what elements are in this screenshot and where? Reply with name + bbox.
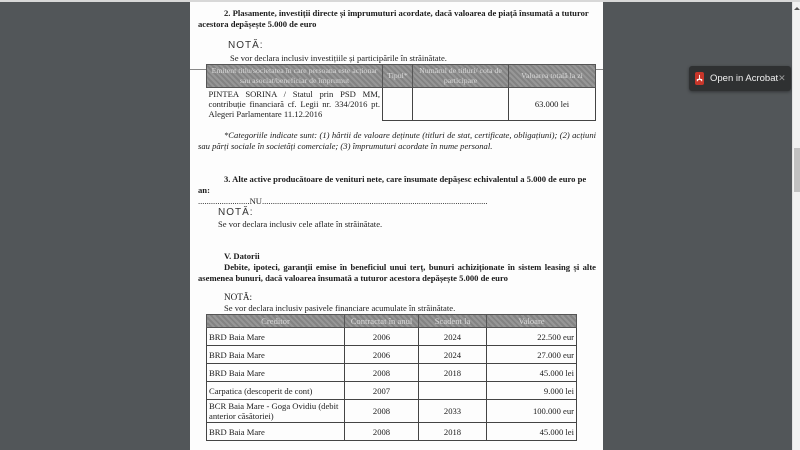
cell-creditor: BRD Baia Mare bbox=[207, 328, 345, 346]
section-5-nota-text: Se vor declara inclusiv pasivele financiare acumulate în străinătate. bbox=[224, 303, 456, 313]
cell-scadent: 2018 bbox=[419, 364, 487, 382]
section-3-answer: ........................NU......................................................................................................... bbox=[198, 196, 488, 206]
cell-creditor: Carpatica (descoperit de cont) bbox=[207, 382, 345, 400]
investments-table-header bbox=[207, 65, 596, 88]
table-row bbox=[207, 88, 596, 121]
col-creditor: Creditor bbox=[207, 315, 345, 328]
col-scadent: Scadent la bbox=[419, 315, 487, 328]
section-2-nota-text: Se vor declara inclusiv investițiile și participările în străinătate. bbox=[230, 53, 447, 63]
scrollbar-thumb[interactable] bbox=[794, 148, 800, 192]
section-2-nota-label: NOTĂ: bbox=[228, 40, 264, 51]
section-3-nota-text: Se vor declara inclusiv cele aflate în străinătate. bbox=[218, 219, 383, 229]
cell-valoare: 45.000 lei bbox=[487, 364, 577, 382]
section-3-heading: 3. Alte active producătoare de venituri nete, care însumate depășesc echivalentul a 5.000 de euro pe an: bbox=[198, 174, 587, 195]
cell-scadent: 2024 bbox=[419, 328, 487, 346]
cell-creditor: BRD Baia Mare bbox=[207, 423, 345, 441]
cell-contractat: 2006 bbox=[345, 328, 419, 346]
cell-contractat: 2006 bbox=[345, 346, 419, 364]
cell-emitent: PINTEA SORINA / Statul prin PSD MM, contribuție financiară cf. Legii nr. 334/2016 pt. Alegeri Parlamentare 11.12.2016 bbox=[207, 88, 383, 121]
table-row bbox=[207, 400, 577, 423]
cell-valoare: 100.000 eur bbox=[487, 400, 577, 423]
section-2-footnote: *Categoriile indicate sunt: (1) hârtii de valoare deținute (titluri de stat, certificate, obligațiuni); (2) acțiuni sau părți sociale în societăți comerciale; (3) împrumuturi acordate în nume personal. bbox=[198, 130, 596, 151]
table-row bbox=[207, 382, 577, 400]
investments-table bbox=[206, 64, 596, 121]
cell-scadent bbox=[419, 382, 487, 400]
col-tipul: Tipul* bbox=[383, 65, 413, 88]
col-numar: Numărul de titluri/ cota de participare bbox=[413, 65, 509, 88]
table-row bbox=[207, 328, 577, 346]
debts-table-header bbox=[207, 315, 577, 328]
cell-contractat: 2007 bbox=[345, 382, 419, 400]
col-valoare: Valoarea totală la zi bbox=[509, 65, 596, 88]
section-3-nota-label: NOTĂ: bbox=[218, 207, 254, 218]
open-in-acrobat-button[interactable]: Open in Acrobat bbox=[710, 73, 779, 84]
open-in-acrobat-toast bbox=[689, 66, 791, 91]
cell-valoare: 27.000 eur bbox=[487, 346, 577, 364]
col-valoare: Valoare bbox=[487, 315, 577, 328]
cell-creditor: BRD Baia Mare bbox=[207, 364, 345, 382]
cell-valoare: 45.000 lei bbox=[487, 423, 577, 441]
scroll-up-arrow-icon[interactable] bbox=[794, 7, 800, 10]
table-row bbox=[207, 346, 577, 364]
cell-valoare: 22.500 eur bbox=[487, 328, 577, 346]
cell-scadent: 2024 bbox=[419, 346, 487, 364]
section-5-description: Debite, ipoteci, garanții emise în beneficiul unui terț, bunuri achiziționate în sistem leasing și alte asemenea bunuri, dacă valoarea însumată a tuturor acestora depășește 5.000 de euro bbox=[198, 262, 596, 283]
section-2-heading: 2. Plasamente, investiții directe și împrumuturi acordate, dacă valoarea de piață însumată a tuturor acestora depășește 5.000 de euro bbox=[198, 8, 589, 29]
cell-contractat: 2008 bbox=[345, 400, 419, 423]
debts-table bbox=[206, 314, 577, 441]
cell-scadent: 2033 bbox=[419, 400, 487, 423]
cell-contractat: 2008 bbox=[345, 423, 419, 441]
cell-numar bbox=[413, 88, 509, 121]
table-row bbox=[207, 423, 577, 441]
adobe-acrobat-icon bbox=[695, 72, 704, 85]
table-row bbox=[207, 364, 577, 382]
cell-tipul bbox=[383, 88, 413, 121]
cell-valoare: 63.000 lei bbox=[509, 88, 596, 121]
section-5-nota-label: NOTĂ: bbox=[224, 292, 253, 302]
col-contractat: Contractat în anul bbox=[345, 315, 419, 328]
pdf-page bbox=[190, 2, 603, 450]
cell-creditor: BCR Baia Mare - Goga Ovidiu (debit anterior căsătoriei) bbox=[207, 400, 345, 423]
section-5-title: V. Datorii bbox=[224, 251, 260, 261]
cell-contractat: 2008 bbox=[345, 364, 419, 382]
close-icon[interactable]: ✕ bbox=[778, 73, 786, 84]
col-emitent: Emitent titlu/societatea în care persoana este acționar sau asociat/beneficiar de împrumut bbox=[207, 65, 383, 88]
cell-valoare: 9.000 lei bbox=[487, 382, 577, 400]
vertical-scrollbar[interactable] bbox=[792, 2, 800, 450]
cell-creditor: BRD Baia Mare bbox=[207, 346, 345, 364]
cell-scadent: 2018 bbox=[419, 423, 487, 441]
